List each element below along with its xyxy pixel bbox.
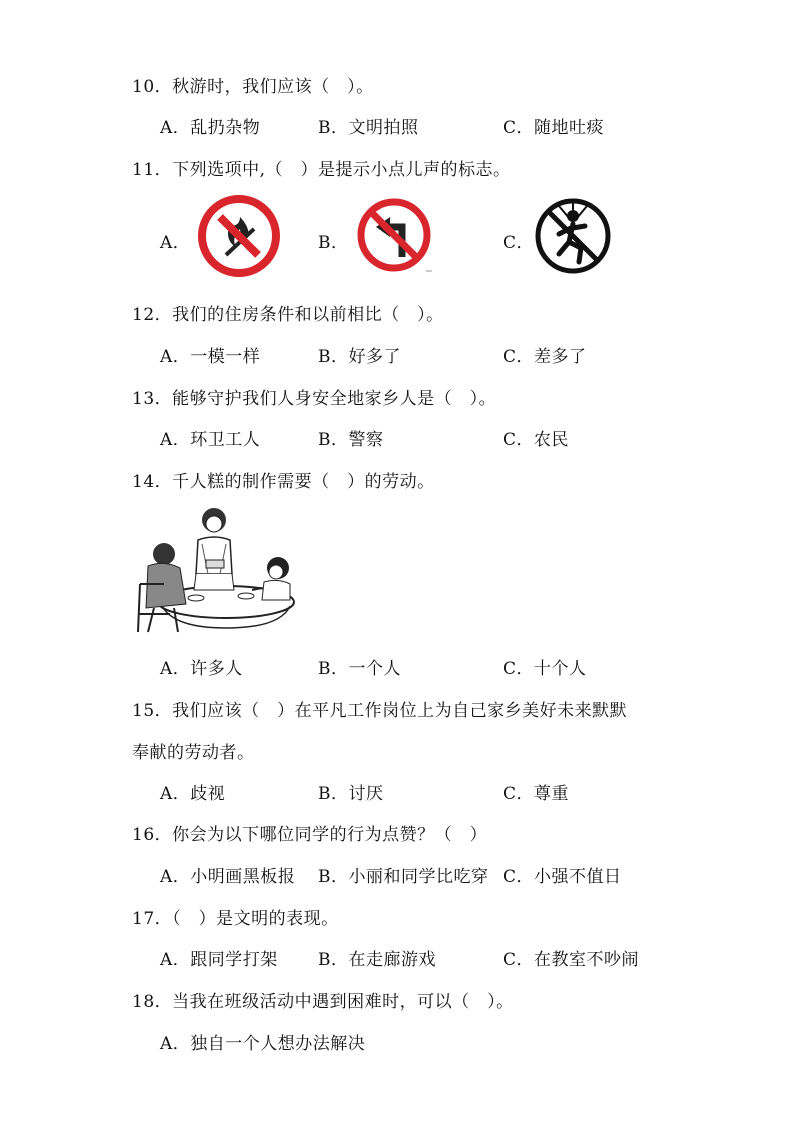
- q12-option-c[interactable]: C．差多了: [503, 347, 587, 367]
- question-16: 16．你会为以下哪位同学的行为点赞？（ ）: [132, 825, 488, 845]
- q10-option-c[interactable]: C．随地吐痰: [503, 118, 605, 138]
- q13-option-b[interactable]: B．警察: [318, 430, 384, 450]
- q10-option-a[interactable]: A．乱扔杂物: [160, 118, 261, 138]
- q16-option-c[interactable]: C．小强不值日: [503, 867, 622, 887]
- no-running-sign-icon[interactable]: [533, 196, 613, 280]
- question-15-line1: 15．我们应该（ ）在平凡工作岗位上为自己家乡美好未来默默: [132, 701, 628, 721]
- q15-option-b[interactable]: B．讨厌: [318, 784, 384, 804]
- question-18: 18．当我在班级活动中遇到困难时，可以（ ）。: [132, 992, 514, 1012]
- q16-option-b[interactable]: B．小丽和同学比吃穿: [318, 867, 489, 887]
- question-17: 17．（ ）是文明的表现。: [132, 909, 339, 929]
- q11-option-c-label[interactable]: C．: [503, 233, 535, 253]
- q17-option-a[interactable]: A．跟同学打架: [160, 950, 278, 970]
- question-15-line2: 奉献的劳动者。: [132, 743, 255, 763]
- q15-option-a[interactable]: A．歧视: [160, 784, 226, 804]
- question-12: 12．我们的住房条件和以前相比（ ）。: [132, 305, 444, 325]
- family-eating-illustration: [134, 504, 296, 640]
- q14-option-c[interactable]: C．十个人: [503, 659, 587, 679]
- question-10: 10．秋游时，我们应该（ ）。: [132, 77, 374, 97]
- q18-option-a[interactable]: A．独自一个人想办法解决: [160, 1034, 366, 1054]
- q15-option-c[interactable]: C．尊重: [503, 784, 570, 804]
- q14-option-a[interactable]: A．许多人: [160, 659, 243, 679]
- q11-option-b-label[interactable]: B．: [318, 233, 349, 253]
- q12-option-b[interactable]: B．好多了: [318, 347, 401, 367]
- q17-option-c[interactable]: C．在教室不吵闹: [503, 950, 640, 970]
- question-14: 14．千人糕的制作需要（ ）的劳动。: [132, 472, 435, 492]
- q11-option-a-label[interactable]: A．: [160, 233, 191, 253]
- question-13: 13．能够守护我们人身安全地家乡人是（ ）。: [132, 389, 497, 409]
- q12-option-a[interactable]: A．一模一样: [160, 347, 261, 367]
- q16-option-a[interactable]: A．小明画黑板报: [160, 867, 296, 887]
- q10-option-b[interactable]: B．文明拍照: [318, 118, 419, 138]
- question-11: 11．下列选项中,（ ）是提示小点儿声的标志。: [132, 160, 511, 180]
- no-fire-sign-icon[interactable]: [196, 193, 282, 283]
- q14-option-b[interactable]: B．一个人: [318, 659, 401, 679]
- q13-option-a[interactable]: A．环卫工人: [160, 430, 261, 450]
- q17-option-b[interactable]: B．在走廊游戏: [318, 950, 436, 970]
- q13-option-c[interactable]: C．农民: [503, 430, 570, 450]
- no-left-turn-sign-icon[interactable]: [356, 197, 432, 279]
